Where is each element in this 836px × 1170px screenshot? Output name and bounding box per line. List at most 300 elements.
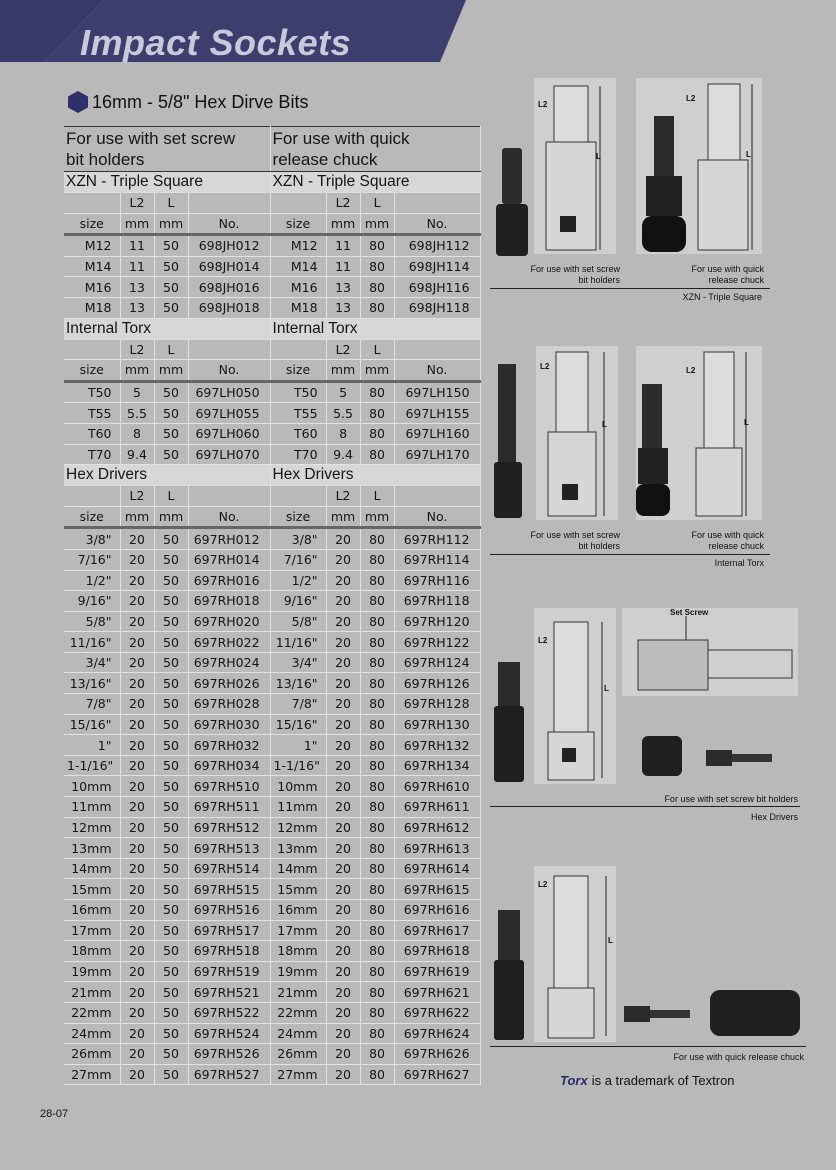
l2-cell: 20: [120, 941, 154, 962]
dim-l2-header: L2: [326, 486, 360, 507]
l-cell: 50: [154, 858, 188, 879]
l-cell: 80: [360, 1002, 394, 1023]
l-cell: 80: [360, 673, 394, 694]
size-cell: 13/16": [270, 673, 326, 694]
l2-cell: 20: [326, 920, 360, 941]
l-cell: 50: [154, 755, 188, 776]
l-cell: 80: [360, 1064, 394, 1085]
part-no-cell: 697LH160: [394, 423, 480, 444]
dim-l-header: L: [360, 486, 394, 507]
size-cell: 1/2": [270, 570, 326, 591]
l2-cell: 8: [120, 423, 154, 444]
l2-cell: 20: [120, 735, 154, 756]
spec-table: [64, 126, 481, 1085]
part-no-cell: 697RH016: [188, 570, 270, 591]
l2-cell: 13: [120, 277, 154, 298]
quick-release-illustration: [490, 864, 806, 1044]
l2-cell: 13: [120, 297, 154, 318]
part-no-cell: 697RH522: [188, 1002, 270, 1023]
caption-line: For use with quick: [691, 530, 764, 540]
size-cell: 26mm: [270, 1044, 326, 1065]
size-cell: 7/16": [64, 549, 120, 570]
table-row: [64, 714, 480, 735]
l2-cell: 20: [120, 1044, 154, 1065]
l-cell: 50: [154, 797, 188, 818]
l2-cell: 20: [326, 714, 360, 735]
size-cell: M14: [64, 256, 120, 277]
size-cell: 3/8": [64, 528, 120, 550]
l-cell: 80: [360, 755, 394, 776]
l-cell: 50: [154, 423, 188, 444]
size-cell: M12: [270, 235, 326, 257]
l-cell: 50: [154, 714, 188, 735]
hex-caption: For use with set screw bit holders: [664, 794, 798, 804]
blank-cell: [188, 193, 270, 214]
xzn-figure: [490, 76, 770, 306]
l2-cell: 20: [120, 1002, 154, 1023]
size-cell: 7/16": [270, 549, 326, 570]
size-header: size: [64, 360, 120, 382]
blank-cell: [64, 339, 120, 360]
l2-cell: 20: [326, 549, 360, 570]
table-row: [64, 1064, 480, 1085]
part-no-cell: 697RH615: [394, 879, 480, 900]
page-title: Impact Sockets: [80, 22, 352, 63]
l2-cell: 13: [326, 297, 360, 318]
l2-cell: 20: [326, 838, 360, 859]
part-no-cell: 697LH050: [188, 381, 270, 403]
part-no-cell: 697RH510: [188, 776, 270, 797]
blank-cell: [394, 486, 480, 507]
l-cell: 50: [154, 297, 188, 318]
dim-l-header: L: [360, 339, 394, 360]
l-cell: 80: [360, 652, 394, 673]
l2-cell: 20: [326, 982, 360, 1003]
xzn-caption-left: [490, 264, 620, 286]
size-cell: 19mm: [270, 961, 326, 982]
caption-line: For use with set screw: [530, 530, 620, 540]
size-cell: 12mm: [64, 817, 120, 838]
l-cell: 80: [360, 920, 394, 941]
l-cell: 80: [360, 256, 394, 277]
mm-header: mm: [360, 506, 394, 528]
mm-header: mm: [326, 360, 360, 382]
size-cell: 15mm: [270, 879, 326, 900]
column-header-row: [64, 213, 480, 235]
l-cell: 50: [154, 591, 188, 612]
l-cell: 50: [154, 381, 188, 403]
size-cell: 3/8": [270, 528, 326, 550]
part-no-cell: 697RH132: [394, 735, 480, 756]
mm-header: mm: [154, 360, 188, 382]
part-no-cell: 697RH622: [394, 1002, 480, 1023]
hex-figure: [490, 606, 800, 826]
mm-header: mm: [120, 213, 154, 235]
part-no-cell: 697RH116: [394, 570, 480, 591]
mm-header: mm: [154, 213, 188, 235]
part-no-cell: 697RH521: [188, 982, 270, 1003]
l-cell: 50: [154, 1044, 188, 1065]
torx-figure: [490, 344, 770, 574]
table-row: [64, 858, 480, 879]
category-row: [64, 172, 480, 193]
blank-cell: [64, 193, 120, 214]
l2-cell: 20: [326, 591, 360, 612]
size-cell: 7/8": [64, 694, 120, 715]
table-row: [64, 735, 480, 756]
l2-cell: 11: [326, 256, 360, 277]
part-no-cell: 697RH030: [188, 714, 270, 735]
l-cell: 80: [360, 776, 394, 797]
size-cell: 15/16": [64, 714, 120, 735]
dim-l-header: L: [154, 486, 188, 507]
mm-header: mm: [120, 360, 154, 382]
table-row: [64, 817, 480, 838]
l-cell: 50: [154, 1002, 188, 1023]
size-cell: 24mm: [270, 1023, 326, 1044]
part-no-cell: 697RH617: [394, 920, 480, 941]
dim-l2-header: L2: [120, 193, 154, 214]
size-cell: 18mm: [270, 941, 326, 962]
l2-cell: 20: [120, 797, 154, 818]
caption-line: release chuck: [708, 541, 764, 551]
dim-l2-header: L2: [120, 486, 154, 507]
l2-cell: 20: [326, 632, 360, 653]
part-no-cell: 697RH626: [394, 1044, 480, 1065]
part-no-cell: 697RH126: [394, 673, 480, 694]
table-row: [64, 1002, 480, 1023]
caption-rule: [490, 806, 800, 807]
mm-header: mm: [360, 360, 394, 382]
table-row: [64, 297, 480, 318]
size-cell: 9/16": [64, 591, 120, 612]
page-number: 28-07: [40, 1108, 69, 1120]
caption-rule: [490, 288, 770, 289]
l-cell: 50: [154, 444, 188, 465]
size-cell: 11mm: [270, 797, 326, 818]
size-cell: M18: [270, 297, 326, 318]
part-no-cell: 697RH518: [188, 941, 270, 962]
category-row: [64, 318, 480, 339]
part-no-cell: 697RH122: [394, 632, 480, 653]
l-cell: 50: [154, 570, 188, 591]
l2-cell: 20: [326, 528, 360, 550]
torx-bits-illustration: [490, 344, 770, 544]
l2-cell: 5.5: [120, 403, 154, 424]
part-no-cell: 697LH070: [188, 444, 270, 465]
blank-cell: [64, 486, 120, 507]
caption-rule: [490, 554, 770, 555]
table-row: [64, 570, 480, 591]
size-cell: 21mm: [270, 982, 326, 1003]
size-cell: 1": [270, 735, 326, 756]
size-cell: 16mm: [270, 900, 326, 921]
caption-line: bit holders: [578, 275, 620, 285]
no-header: No.: [188, 360, 270, 382]
dim-l2-header: L2: [326, 193, 360, 214]
dim-l2: L2: [538, 100, 548, 109]
l-cell: 50: [154, 920, 188, 941]
table-row: [64, 591, 480, 612]
part-no-cell: 698JH018: [188, 297, 270, 318]
part-no-cell: 697RH020: [188, 611, 270, 632]
l2-cell: 20: [326, 1044, 360, 1065]
part-no-cell: 697RH034: [188, 755, 270, 776]
part-no-cell: 697RH527: [188, 1064, 270, 1085]
l-cell: 50: [154, 941, 188, 962]
l2-cell: 20: [120, 776, 154, 797]
table-row: [64, 941, 480, 962]
torx-caption-left: [490, 530, 620, 552]
dim-l: L: [596, 152, 601, 161]
use-left-line: For use with set screw: [66, 129, 236, 148]
part-no-cell: 697RH618: [394, 941, 480, 962]
size-cell: 12mm: [270, 817, 326, 838]
use-right-header: [270, 127, 480, 172]
size-cell: 27mm: [270, 1064, 326, 1085]
l2-cell: 20: [120, 879, 154, 900]
size-cell: T70: [64, 444, 120, 465]
l2-cell: 5: [326, 381, 360, 403]
dim-l2-header: L2: [120, 339, 154, 360]
size-cell: 9/16": [270, 591, 326, 612]
set-screw-label: Set Screw: [670, 608, 709, 617]
l-cell: 50: [154, 652, 188, 673]
dim-l: L: [608, 936, 613, 945]
trademark-note: [560, 1073, 735, 1088]
part-no-cell: 697LH155: [394, 403, 480, 424]
part-no-cell: 697RH134: [394, 755, 480, 776]
l-cell: 50: [154, 838, 188, 859]
part-no-cell: 697RH514: [188, 858, 270, 879]
part-no-cell: 697RH024: [188, 652, 270, 673]
l-cell: 50: [154, 735, 188, 756]
size-cell: 19mm: [64, 961, 120, 982]
l-cell: 50: [154, 277, 188, 298]
no-header: No.: [394, 506, 480, 528]
l2-cell: 5.5: [326, 403, 360, 424]
hex-bits-illustration: [490, 606, 800, 786]
torx-label: Internal Torx: [714, 558, 764, 568]
table-row: [64, 1023, 480, 1044]
l-cell: 50: [154, 694, 188, 715]
dim-label-row: [64, 193, 480, 214]
part-no-cell: 697RH624: [394, 1023, 480, 1044]
size-cell: 15mm: [64, 879, 120, 900]
l2-cell: 20: [120, 982, 154, 1003]
table-row: [64, 444, 480, 465]
part-no-cell: 697RH512: [188, 817, 270, 838]
blank-cell: [270, 339, 326, 360]
size-cell: 14mm: [270, 858, 326, 879]
l-cell: 80: [360, 381, 394, 403]
size-cell: 11mm: [64, 797, 120, 818]
l2-cell: 20: [326, 1064, 360, 1085]
category-title-right: XZN - Triple Square: [270, 172, 480, 193]
category-title-left: Internal Torx: [64, 318, 270, 339]
l-cell: 80: [360, 879, 394, 900]
l2-cell: 20: [326, 652, 360, 673]
size-cell: 1/2": [64, 570, 120, 591]
part-no-cell: 698JH014: [188, 256, 270, 277]
size-cell: 15/16": [270, 714, 326, 735]
l-cell: 80: [360, 528, 394, 550]
size-cell: 10mm: [64, 776, 120, 797]
l-cell: 80: [360, 423, 394, 444]
part-no-cell: 697LH150: [394, 381, 480, 403]
part-no-cell: 697RH619: [394, 961, 480, 982]
l-cell: 80: [360, 403, 394, 424]
size-cell: T50: [270, 381, 326, 403]
caption-rule: [490, 1046, 806, 1047]
size-cell: M16: [64, 277, 120, 298]
l2-cell: 20: [120, 528, 154, 550]
blank-cell: [270, 193, 326, 214]
part-no-cell: 697RH614: [394, 858, 480, 879]
part-no-cell: 697RH526: [188, 1044, 270, 1065]
table-row: [64, 549, 480, 570]
mm-header: mm: [154, 506, 188, 528]
caption-line: bit holders: [578, 541, 620, 551]
category-title-left: Hex Drivers: [64, 465, 270, 486]
l-cell: 80: [360, 714, 394, 735]
table-row: [64, 652, 480, 673]
size-header: size: [64, 213, 120, 235]
hex-label: Hex Drivers: [750, 812, 798, 822]
l-cell: 80: [360, 611, 394, 632]
part-no-cell: 697RH613: [394, 838, 480, 859]
quick-caption: For use with quick release chuck: [673, 1052, 804, 1062]
l2-cell: 9.4: [326, 444, 360, 465]
l-cell: 80: [360, 570, 394, 591]
l2-cell: 20: [326, 673, 360, 694]
part-no-cell: 697LH055: [188, 403, 270, 424]
blank-cell: [270, 486, 326, 507]
quick-release-figure: [490, 864, 806, 1074]
part-no-cell: 697RH124: [394, 652, 480, 673]
l2-cell: 20: [120, 570, 154, 591]
table-row: [64, 235, 480, 257]
l-cell: 50: [154, 528, 188, 550]
table-row: [64, 381, 480, 403]
l2-cell: 20: [120, 652, 154, 673]
part-no-cell: 698JH118: [394, 297, 480, 318]
part-no-cell: 697RH612: [394, 817, 480, 838]
l-cell: 80: [360, 961, 394, 982]
size-cell: 26mm: [64, 1044, 120, 1065]
l-cell: 80: [360, 297, 394, 318]
size-cell: M16: [270, 277, 326, 298]
size-cell: 3/4": [64, 652, 120, 673]
size-cell: M18: [64, 297, 120, 318]
part-no-cell: 698JH012: [188, 235, 270, 257]
size-cell: M14: [270, 256, 326, 277]
part-no-cell: 697RH621: [394, 982, 480, 1003]
table-row: [64, 694, 480, 715]
l-cell: 80: [360, 549, 394, 570]
use-left-line: bit holders: [66, 150, 145, 169]
l2-cell: 20: [120, 694, 154, 715]
size-cell: T50: [64, 381, 120, 403]
l2-cell: 20: [326, 858, 360, 879]
caption-line: release chuck: [708, 275, 764, 285]
l-cell: 80: [360, 277, 394, 298]
table-row: [64, 961, 480, 982]
xzn-caption-right: [630, 264, 764, 286]
l2-cell: 20: [326, 1023, 360, 1044]
size-cell: 11/16": [64, 632, 120, 653]
category-title-left: XZN - Triple Square: [64, 172, 270, 193]
l-cell: 80: [360, 982, 394, 1003]
table-row: [64, 1044, 480, 1065]
dim-l2: L2: [538, 880, 548, 889]
table-row: [64, 256, 480, 277]
l-cell: 80: [360, 941, 394, 962]
table-row: [64, 611, 480, 632]
size-cell: 7/8": [270, 694, 326, 715]
size-cell: 22mm: [270, 1002, 326, 1023]
part-no-cell: 697RH114: [394, 549, 480, 570]
table-row: [64, 632, 480, 653]
l-cell: 50: [154, 1064, 188, 1085]
mm-header: mm: [326, 506, 360, 528]
size-header: size: [270, 506, 326, 528]
l2-cell: 20: [326, 611, 360, 632]
dim-l: L: [604, 684, 609, 693]
part-no-cell: 697RH511: [188, 797, 270, 818]
l-cell: 80: [360, 797, 394, 818]
part-no-cell: 697RH611: [394, 797, 480, 818]
part-no-cell: 698JH116: [394, 277, 480, 298]
l-cell: 50: [154, 879, 188, 900]
dim-l: L: [746, 150, 751, 159]
l2-cell: 20: [120, 755, 154, 776]
table-row: [64, 920, 480, 941]
use-right-line: release chuck: [272, 150, 378, 169]
part-no-cell: 697RH610: [394, 776, 480, 797]
size-cell: T70: [270, 444, 326, 465]
part-no-cell: 697RH524: [188, 1023, 270, 1044]
no-header: No.: [394, 360, 480, 382]
size-cell: 5/8": [64, 611, 120, 632]
size-cell: 14mm: [64, 858, 120, 879]
size-cell: 1-1/16": [270, 755, 326, 776]
l2-cell: 9.4: [120, 444, 154, 465]
l2-cell: 20: [120, 632, 154, 653]
xzn-bits-illustration: [490, 76, 770, 276]
l2-cell: 8: [326, 423, 360, 444]
part-no-cell: 697RH014: [188, 549, 270, 570]
dim-l-header: L: [154, 193, 188, 214]
l-cell: 80: [360, 858, 394, 879]
l-cell: 50: [154, 256, 188, 277]
l-cell: 50: [154, 611, 188, 632]
l-cell: 80: [360, 694, 394, 715]
xzn-label: XZN - Triple Square: [682, 292, 762, 302]
caption-line: For use with quick: [691, 264, 764, 274]
dim-label-row: [64, 486, 480, 507]
size-cell: 13/16": [64, 673, 120, 694]
l-cell: 50: [154, 961, 188, 982]
l2-cell: 20: [326, 1002, 360, 1023]
l-cell: 80: [360, 1044, 394, 1065]
part-no-cell: 697RH018: [188, 591, 270, 612]
part-no-cell: 697RH032: [188, 735, 270, 756]
l-cell: 80: [360, 817, 394, 838]
l2-cell: 20: [120, 611, 154, 632]
category-title-right: Internal Torx: [270, 318, 480, 339]
part-no-cell: 697RH513: [188, 838, 270, 859]
